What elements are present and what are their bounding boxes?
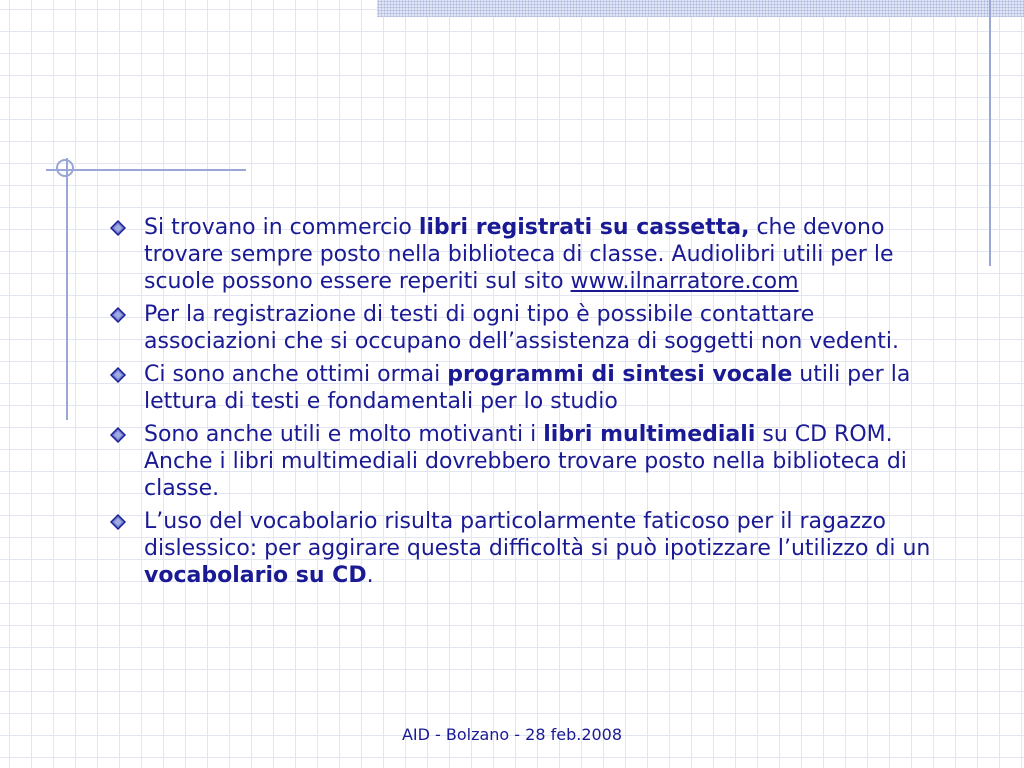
bullet-text: utili per la lettura di testi e fondamentali per lo studio: [144, 362, 911, 414]
decorative-left-rule: [66, 158, 68, 420]
bullet-text-bold: libri multimediali: [543, 422, 756, 447]
bullet-text: Si trovano in commercio: [144, 215, 419, 240]
diamond-bullet-icon: [110, 307, 126, 323]
website-link[interactable]: www.ilnarratore.com: [570, 269, 799, 294]
bullet-item: [108, 301, 943, 355]
bullet-item: [108, 214, 943, 295]
bullet-text: Per la registrazione di testi di ogni tipo è possibile contattare associazioni che si occupano dell’assistenza di soggetti non vedenti.: [144, 302, 900, 354]
bullet-text: L’uso del vocabolario risulta particolarmente faticoso per il ragazzo dislessico: per aggirare questa difficoltà si può ipotizzare l’utilizzo di un: [144, 509, 931, 561]
bullet-item: [108, 508, 943, 589]
bullet-text: su CD ROM. Anche i libri multimediali dovrebbero trovare posto nella biblioteca di classe.: [144, 422, 907, 501]
bullet-text-bold: libri registrati su cassetta,: [418, 215, 750, 240]
slide-footer: [0, 725, 1024, 744]
decorative-right-rule: [989, 0, 991, 266]
bullet-list: [108, 214, 943, 595]
bullet-text-bold: programmi di sintesi vocale: [447, 362, 793, 387]
footer-text: AID - Bolzano - 28 feb.2008: [401, 725, 623, 744]
bullet-text: Sono anche utili e molto motivanti i: [144, 422, 544, 447]
decorative-top-band: [377, 0, 1024, 17]
decorative-horizontal-rule: [46, 169, 246, 171]
decorative-corner-circle: [56, 159, 74, 177]
bullet-text: .: [366, 563, 374, 588]
diamond-bullet-icon: [110, 220, 126, 236]
bullet-item: [108, 361, 943, 415]
diamond-bullet-icon: [110, 367, 126, 383]
diamond-bullet-icon: [110, 514, 126, 530]
diamond-bullet-icon: [110, 427, 126, 443]
bullet-item: [108, 421, 943, 502]
bullet-text: che devono trovare sempre posto nella biblioteca di classe. Audiolibri utili per le scuole possono essere reperiti sul sito: [144, 215, 894, 294]
bullet-text: Ci sono anche ottimi ormai: [144, 362, 448, 387]
bullet-text-bold: vocabolario su CD: [144, 563, 367, 588]
